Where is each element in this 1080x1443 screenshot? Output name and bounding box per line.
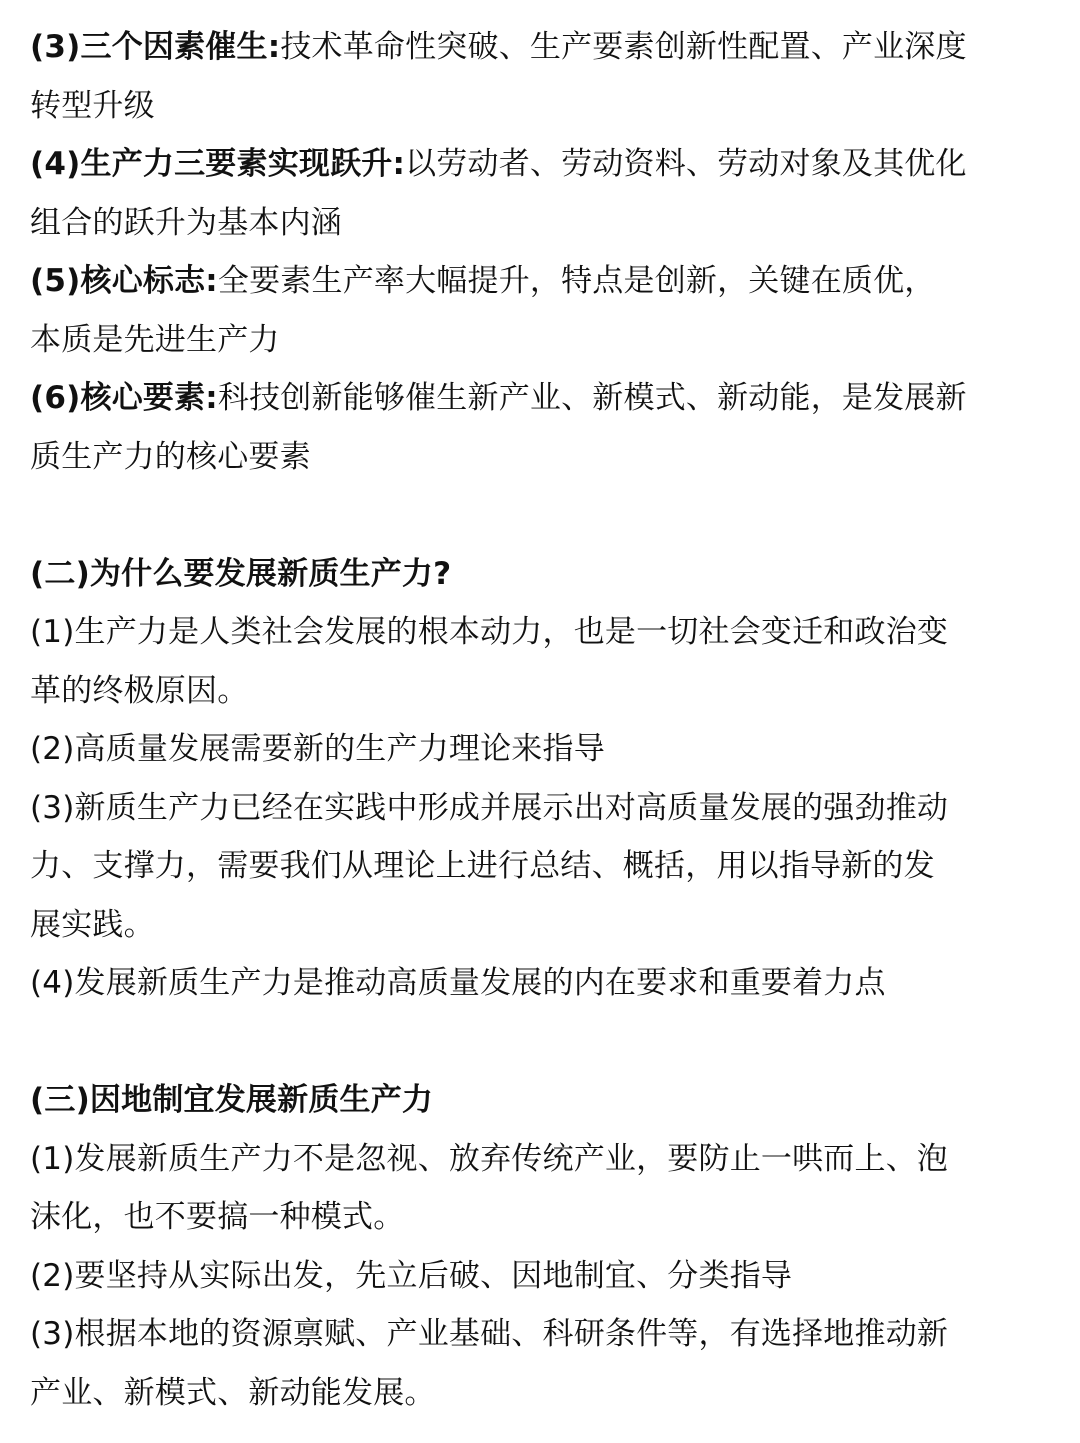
section-2-item-1-line-2: 革的终极原因。 (30, 672, 249, 709)
section-2-item-2: (2)高质量发展需要新的生产力理论来指导 (30, 731, 605, 767)
section-2-item-3-line-3: 展实践。 (30, 906, 155, 943)
section-gap (30, 1013, 1060, 1072)
section-2-heading: (二)为什么要发展新质生产力? (30, 555, 452, 592)
section-2-item-4: (4)发展新质生产力是推动高质量发展的内在要求和重要着力点 (30, 965, 886, 1001)
section-gap (30, 486, 1060, 545)
item-6-line-2: 质生产力的核心要素 (30, 438, 311, 475)
section-2-item-3-line-2: 力、支撑力，需要我们从理论上进行总结、概括，用以指导新的发 (30, 848, 935, 884)
item-6-label: (6)核心要素: (30, 380, 218, 416)
document-page (30, 18, 1060, 1422)
item-4-line-2: 组合的跃升为基本内涵 (30, 204, 342, 241)
section-3-item-1-line-2: 沫化，也不要搞一种模式。 (30, 1199, 405, 1235)
item-3-line-1 (30, 18, 1060, 77)
item-6-text: 科技创新能够催生新产业、新模式、新动能，是发展新 (217, 380, 967, 416)
item-5-text: 全要素生产率大幅提升，特点是创新，关键在质优， (217, 263, 936, 299)
section-3-heading: (三)因地制宜发展新质生产力 (30, 1082, 434, 1118)
item-4-label: (4)生产力三要素实现跃升: (30, 146, 406, 182)
item-3-label: (3)三个因素催生: (30, 29, 281, 65)
item-3-line-2: 转型升级 (30, 87, 155, 124)
section-3-item-1-line-1: (1)发展新质生产力不是忽视、放弃传统产业，要防止一哄而上、泡 (30, 1140, 949, 1177)
item-5-line-2: 本质是先进生产力 (30, 321, 280, 358)
section-2-item-1-line-1: (1)生产力是人类社会发展的根本动力，也是一切社会变迁和政治变 (30, 614, 949, 650)
item-6-line-1 (30, 369, 1060, 428)
item-4-line-1 (30, 135, 1060, 194)
section-3-item-3-line-2: 产业、新模式、新动能发展。 (30, 1374, 436, 1411)
item-5-line-1 (30, 252, 1060, 311)
item-3-text: 技术革命性突破、生产要素创新性配置、产业深度 (280, 29, 967, 65)
section-3-item-3-line-1: (3)根据本地的资源禀赋、产业基础、科研条件等，有选择地推动新 (30, 1316, 949, 1352)
section-3-item-2: (2)要坚持从实际出发，先立后破、因地制宜、分类指导 (30, 1257, 793, 1294)
item-4-text: 以劳动者、劳动资料、劳动对象及其优化 (405, 146, 967, 182)
section-2-item-3-line-1: (3)新质生产力已经在实践中形成并展示出对高质量发展的强劲推动 (30, 789, 949, 826)
item-5-label: (5)核心标志: (30, 263, 218, 299)
